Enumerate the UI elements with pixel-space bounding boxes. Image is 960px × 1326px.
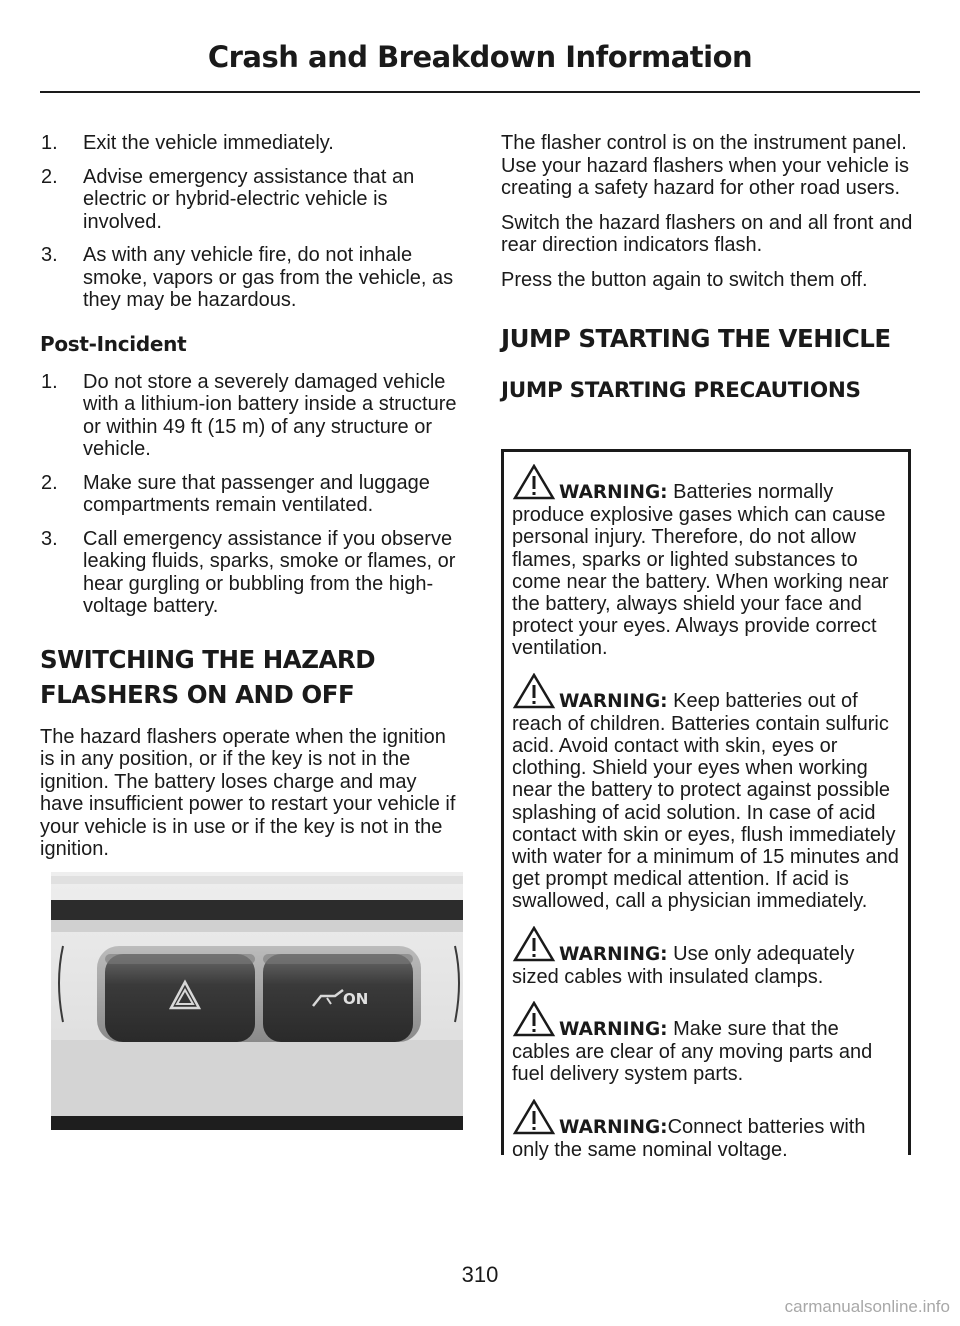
page-number: 310 (461, 1262, 499, 1287)
page-header-title: Crash and Breakdown Information (207, 40, 753, 74)
hazard-flashers-paragraph: The hazard flashers operate when the ignition is in any position, or if the key is not in the ignition. The battery loses charge and may have insufficient power to restart your vehicle if your vehicle is in use or if the key is not in the ignition. (40, 725, 456, 860)
list-item-number: 1. (41, 370, 58, 393)
warning-block (512, 1099, 900, 1161)
header-divider (40, 91, 920, 93)
list-item-text: Exit the vehicle immediately. (83, 132, 334, 154)
list-item-text: Do not store a severely damaged vehicle with a lithium-ion battery inside a structure or within 49 ft (15 m) of any structure or vehicle. (83, 370, 457, 460)
list-item-text: Advise emergency assistance that an electric or hybrid-electric vehicle is involved. (83, 165, 415, 233)
list-item (40, 244, 465, 312)
list-item (40, 528, 465, 618)
warning-triangle-icon (511, 1099, 557, 1135)
warning-label: WARNING: (559, 1116, 668, 1138)
section-title-line: SWITCHING THE HAZARD (40, 644, 376, 674)
switch-off-paragraph: Press the button again to switch them off. (501, 268, 868, 291)
post-incident-heading: Post-Incident (40, 331, 187, 356)
warning-label: WARNING: (559, 943, 668, 965)
warning-triangle-icon (511, 1001, 557, 1037)
list-item-text: Make sure that passenger and luggage compartments remain ventilated. (83, 471, 430, 516)
warnings-box (501, 449, 911, 1161)
warning-text: Connect batteries with only the same nominal voltage. (512, 1115, 866, 1161)
list-item-number: 1. (41, 132, 58, 154)
watermark: carmanualsonline.info (784, 1297, 950, 1316)
warning-block (512, 926, 900, 988)
list-item-text: Call emergency assistance if you observe leaking fluids, sparks, smoke or flames, or hear gurgling or bubbling from the high-voltage battery. (83, 527, 456, 617)
list-item-number: 3. (41, 527, 58, 550)
warning-label: WARNING: (559, 690, 668, 712)
post-incident-list (40, 371, 465, 618)
warning-text: Keep batteries out of reach of children. Batteries contain sulfuric acid. Avoid contact with skin, eyes or clothing. Shield your eyes when working near the battery to protect against possible splashing of acid solution. In case of acid contact with skin or eyes, flush immediately with water for a minimum of 15 minutes and get prompt medical attention. If acid is swallowed, call a physician immediately. (512, 689, 899, 913)
warning-block (512, 1001, 900, 1086)
section-title-line: FLASHERS ON AND OFF (40, 679, 355, 709)
warning-text: Use only adequately sized cables with insulated clamps. (512, 942, 855, 988)
right-column (501, 132, 913, 425)
left-column (40, 132, 465, 873)
list-item-number: 2. (41, 471, 58, 494)
hazard-switch-figure (51, 872, 463, 1130)
list-item-number: 2. (41, 165, 58, 188)
list-item-number: 3. (41, 244, 58, 266)
warning-triangle-icon (511, 926, 557, 962)
warning-block (512, 673, 900, 913)
list-item-text: As with any vehicle fire, do not inhale smoke, vapors or gas from the vehicle, as they may be hazardous. (83, 244, 454, 311)
jump-starting-precautions-title: JUMP STARTING PRECAUTIONS (501, 378, 861, 403)
warning-triangle-icon (511, 673, 557, 709)
warning-text: Make sure that the cables are clear of any moving parts and fuel delivery system parts. (512, 1018, 873, 1086)
list-item (40, 371, 465, 461)
warning-triangle-icon (511, 464, 557, 500)
warning-label: WARNING: (559, 482, 668, 503)
list-item (40, 166, 465, 234)
switch-on-paragraph: Switch the hazard flashers on and all front and rear direction indicators flash. (501, 211, 913, 256)
flasher-control-paragraph: The flasher control is on the instrument panel. Use your hazard flashers when your vehicle is creating a safety hazard for other road users. (501, 132, 909, 199)
list-item (40, 472, 465, 517)
jump-starting-section-title: JUMP STARTING THE VEHICLE (501, 324, 891, 353)
hazard-switch-illustration (51, 872, 463, 1130)
hazard-flashers-section-title (40, 642, 465, 712)
on-label: ON (343, 990, 369, 1008)
warning-block (512, 464, 900, 660)
emergency-steps-list (40, 132, 465, 312)
list-item (40, 132, 465, 155)
warning-text: Batteries normally produce explosive gases which can cause personal injury. Therefore, do not allow flames, sparks or lighted substances to come near the battery. When working near the battery, always shield your face and protect your eyes. Always provide correct ventilation. (512, 481, 889, 660)
warning-label: WARNING: (559, 1019, 668, 1041)
